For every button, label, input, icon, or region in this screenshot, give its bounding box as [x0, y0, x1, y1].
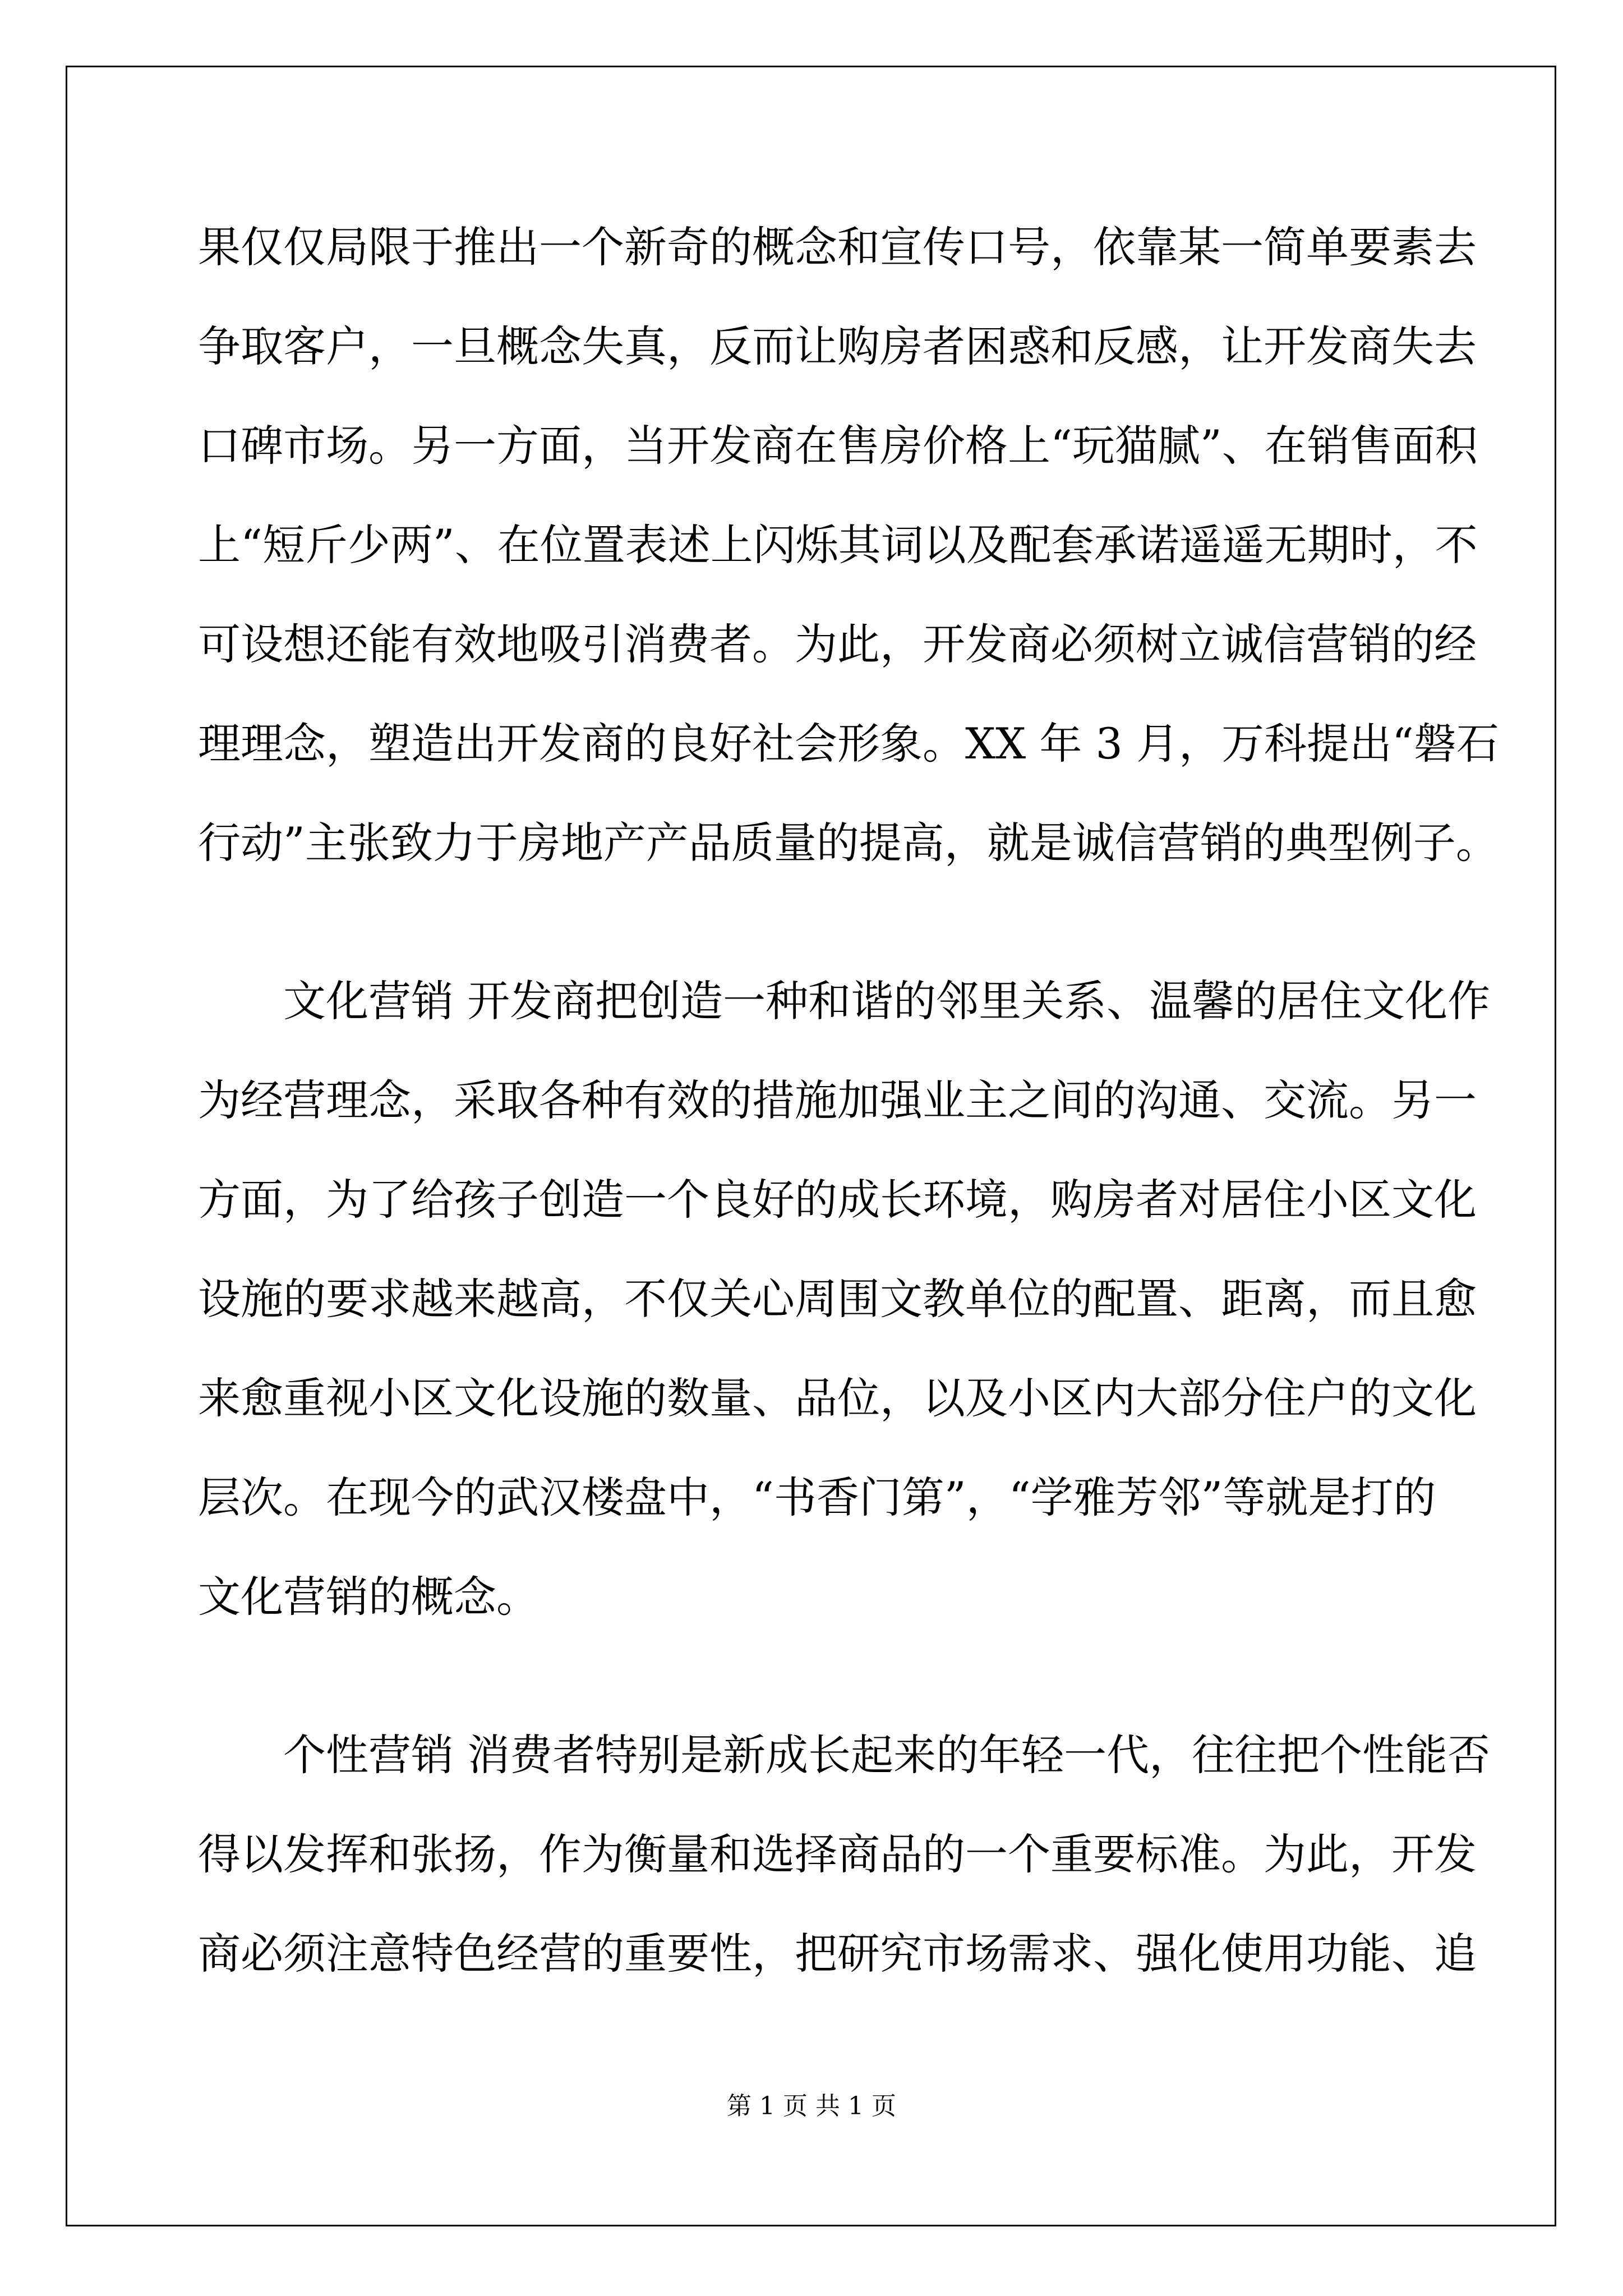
paragraph-first-line: 文化营销 开发商把创造一种和谐的邻里关系、温馨的居住文化作 — [283, 976, 1491, 1026]
text-line: 设施的要求越来越高，不仅关心周围文教单位的配置、距离，而且愈 — [198, 1274, 1477, 1324]
text-line: 来愈重视小区文化设施的数量、品位，以及小区内大部分住户的文化 — [198, 1373, 1477, 1423]
page-border — [66, 66, 1556, 2226]
text-line: 争取客户，一旦概念失真，反而让购房者困惑和反感，让开发商失去 — [198, 321, 1477, 371]
text-line: 果仅仅局限于推出一个新奇的概念和宣传口号，依靠某一简单要素去 — [198, 222, 1477, 272]
text-line: 为经营理念，采取各种有效的措施加强业主之间的沟通、交流。另一 — [198, 1075, 1477, 1125]
text-line: 行动”主张致力于房地产产品质量的提高，就是诚信营销的典型例子。 — [198, 818, 1498, 868]
text-line: 得以发挥和张扬，作为衡量和选择商品的一个重要标准。为此，开发 — [198, 1829, 1477, 1879]
text-line: 商必须注意特色经营的重要性，把研究市场需求、强化使用功能、追 — [198, 1929, 1477, 1978]
text-line: 可设想还能有效地吸引消费者。为此，开发商必须树立诚信营销的经 — [198, 619, 1477, 669]
page-footer: 第 1 页 共 1 页 — [727, 2092, 896, 2120]
paragraph-first-line: 个性营销 消费者特别是新成长起来的年轻一代，往往把个性能否 — [283, 1730, 1491, 1780]
text-line: 上“短斤少两”、在位置表述上闪烁其词以及配套承诺遥遥无期时，不 — [198, 520, 1478, 570]
text-line: 层次。在现今的武汉楼盘中，“书香门第”，“学雅芳邻”等就是打的 — [198, 1473, 1436, 1522]
text-line-last: 文化营销的概念。 — [198, 1572, 539, 1622]
text-line: 口碑市场。另一方面，当开发商在售房价格上“玩猫腻”、在销售面积 — [198, 421, 1478, 471]
text-line: 方面，为了给孩子创造一个良好的成长环境，购房者对居住小区文化 — [198, 1175, 1477, 1225]
text-line: 理理念，塑造出开发商的良好社会形象。XX 年 3 月，万科提出“磐石 — [198, 719, 1499, 769]
